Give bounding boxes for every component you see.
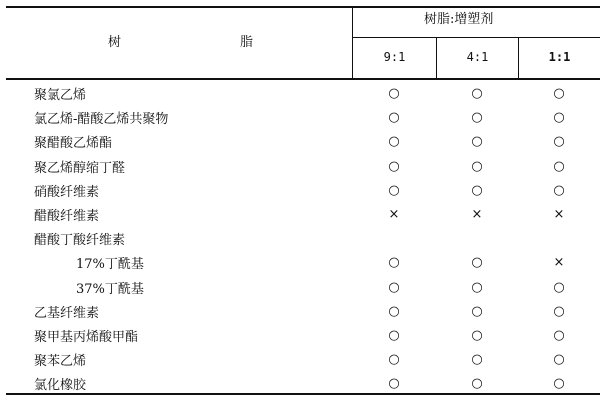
header-divider: [352, 8, 353, 78]
compatibility-mark: ○: [388, 327, 400, 343]
compatibility-mark: ×: [388, 206, 400, 222]
table-row: [0, 302, 604, 326]
header-bottom-rule: [6, 78, 600, 80]
resin-name: 醋酸纤维素: [34, 208, 100, 224]
compatibility-mark: ○: [471, 255, 483, 271]
table-row: [0, 253, 604, 277]
compatibility-mark: ○: [553, 303, 565, 319]
resin-name: 氯化橡胶: [34, 378, 87, 394]
resin-name: 37%丁酰基: [76, 281, 144, 297]
resin-header-char-2: 脂: [240, 35, 254, 50]
compatibility-mark: ○: [388, 134, 400, 150]
compatibility-mark: ×: [471, 206, 483, 222]
compatibility-mark: ○: [471, 327, 483, 343]
compatibility-mark: ○: [471, 86, 483, 101]
resin-header-char-1: 树: [108, 35, 122, 50]
table-row: [0, 181, 604, 205]
compatibility-mark: ○: [553, 134, 565, 150]
resin-name: 氯乙烯-醋酸乙烯共聚物: [34, 112, 169, 128]
resin-name: 聚甲基丙烯酸甲酯: [34, 329, 139, 345]
table-row: [0, 84, 604, 108]
ratio-column-4-1: 4:1: [466, 50, 489, 64]
resin-name: 聚乙烯醇缩丁醛: [34, 160, 126, 176]
compatibility-mark: ×: [553, 206, 565, 222]
table-row: [0, 326, 604, 350]
compatibility-mark: ×: [553, 255, 565, 271]
compatibility-mark: ○: [471, 158, 483, 174]
compatibility-mark: ○: [388, 376, 400, 392]
table-row: [0, 132, 604, 156]
compatibility-mark: ○: [471, 134, 483, 150]
resin-name: 醋酸丁酸纤维素: [34, 233, 126, 249]
table-row: [0, 205, 604, 229]
compatibility-mark: ○: [553, 279, 565, 295]
compatibility-mark: ○: [388, 279, 400, 295]
compatibility-mark: ○: [553, 110, 565, 126]
table-row: [0, 108, 604, 132]
table-row: [0, 350, 604, 374]
compatibility-mark: ○: [471, 352, 483, 368]
compatibility-mark: ○: [471, 303, 483, 319]
bottom-rule: [6, 393, 600, 395]
ratio-header: 树脂:增塑剂: [424, 12, 494, 27]
resin-name: 聚苯乙烯: [34, 354, 87, 370]
compatibility-mark: ○: [388, 158, 400, 174]
compatibility-mark: ○: [388, 255, 400, 271]
compatibility-mark: ○: [553, 327, 565, 343]
compatibility-mark: ○: [388, 182, 400, 198]
compatibility-mark: ○: [553, 86, 565, 101]
compatibility-mark: ○: [388, 110, 400, 126]
compatibility-mark: ○: [388, 86, 400, 101]
compatibility-mark: ○: [388, 352, 400, 368]
ratio-column-1-1: 1:1: [548, 50, 571, 64]
compatibility-mark: ○: [471, 376, 483, 392]
table-row: [0, 229, 604, 253]
top-rule: [6, 6, 600, 8]
compatibility-mark: ○: [471, 279, 483, 295]
table-row: [0, 278, 604, 302]
compatibility-mark: ○: [471, 110, 483, 126]
compatibility-mark: ○: [471, 182, 483, 198]
resin-name: 聚醋酸乙烯酯: [34, 136, 113, 152]
table-body: [0, 84, 604, 398]
compatibility-mark: ○: [553, 182, 565, 198]
resin-name: 乙基纤维素: [34, 305, 100, 321]
resin-name: 硝酸纤维素: [34, 184, 100, 200]
compatibility-mark: ○: [553, 376, 565, 392]
ratio-subheader-rule: [352, 37, 600, 38]
ratio-column-9-1: 9:1: [383, 50, 406, 64]
compatibility-mark: ○: [553, 158, 565, 174]
table-row: [0, 157, 604, 181]
compatibility-mark: ○: [388, 303, 400, 319]
resin-name: 17%丁酰基: [76, 257, 144, 273]
compatibility-mark: ○: [553, 352, 565, 368]
resin-name: 聚氯乙烯: [34, 88, 87, 103]
